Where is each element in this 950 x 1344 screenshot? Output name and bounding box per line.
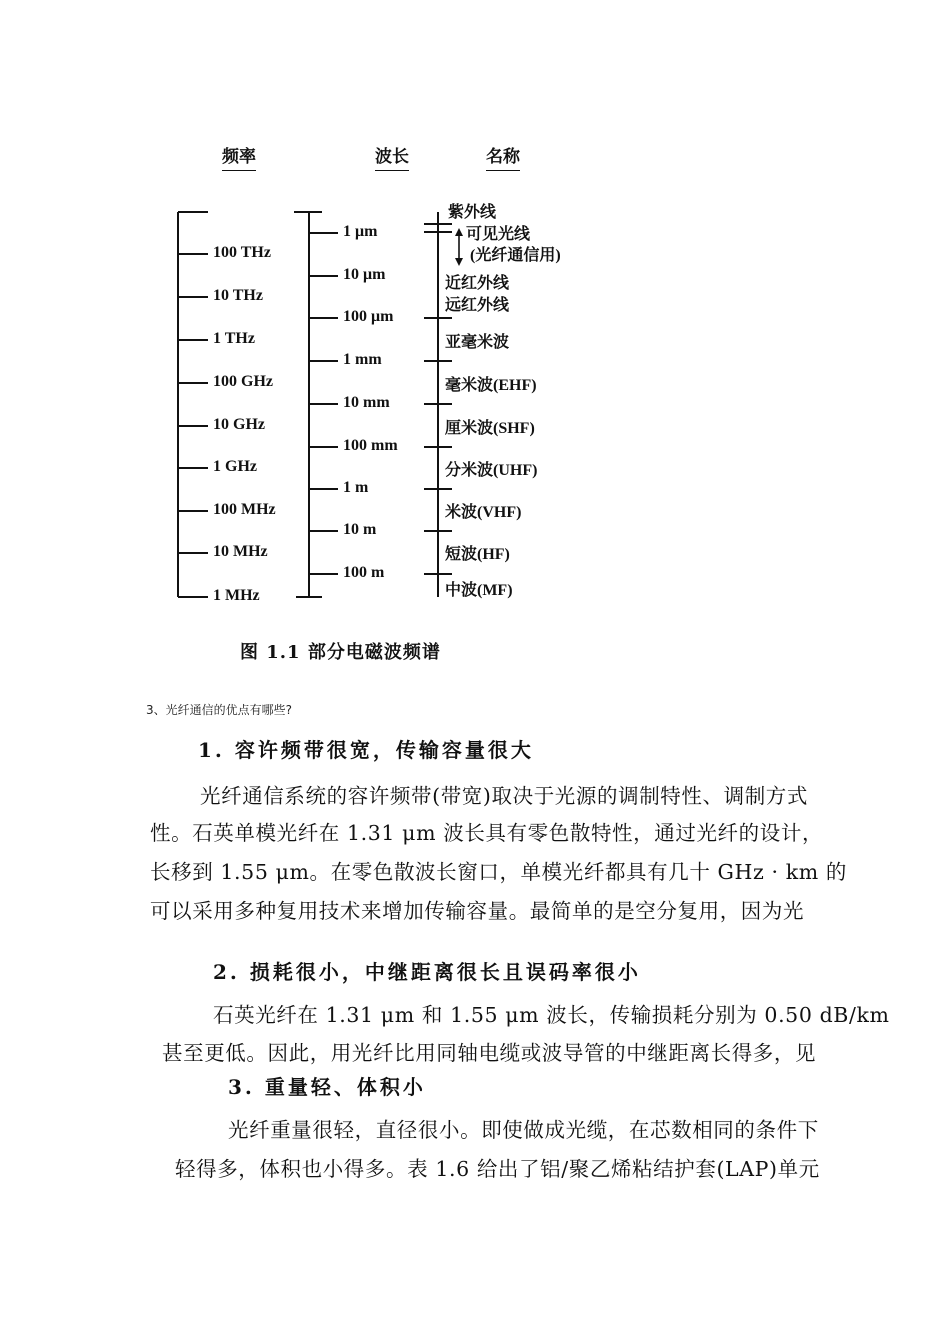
wave-label-1m: 1 m (343, 479, 369, 496)
freq-label-10ghz: 10 GHz (213, 416, 265, 433)
section-1-line-1: 光纤通信系统的容许频带(带宽)取决于光源的调制特性、调制方式 (200, 784, 808, 808)
visible-light-arrowhead-down (455, 258, 463, 266)
name-label-fiber-use: (光纤通信用) (470, 247, 561, 264)
name-label-hf: 短波(HF) (445, 546, 510, 563)
section-2-line-1: 石英光纤在 1.31 μm 和 1.55 μm 波长，传输损耗分别为 0.50 dB/km (213, 1003, 890, 1027)
freq-label-10thz: 10 THz (213, 287, 263, 304)
name-label-vhf: 米波(VHF) (445, 504, 522, 521)
section-2-title: 2. 损耗很小，中继距离很长且误码率很小 (213, 960, 641, 984)
freq-label-100ghz: 100 GHz (213, 373, 273, 390)
header-frequency: 频率 (222, 142, 256, 171)
name-label-near-ir: 近红外线 (445, 275, 510, 292)
name-label-uhf: 分米波(UHF) (445, 462, 538, 479)
wave-label-100mm: 100 mm (343, 437, 398, 454)
freq-ticks (178, 254, 208, 553)
name-label-visible: 可见光线 (466, 226, 531, 243)
figure-caption: 图 1.1 部分电磁波频谱 (240, 642, 441, 663)
name-label-submm: 亚毫米波 (445, 334, 510, 351)
header-wavelength: 波长 (375, 142, 409, 171)
freq-label-1ghz: 1 GHz (213, 458, 257, 475)
freq-label-10mhz: 10 MHz (213, 543, 268, 560)
visible-light-arrowhead-up (455, 228, 463, 236)
wave-ticks (309, 233, 338, 574)
name-label-ehf: 毫米波(EHF) (445, 377, 537, 394)
section-3-line-2: 轻得多，体积也小得多。表 1.6 给出了铝/聚乙烯粘结护套(LAP)单元 (175, 1157, 820, 1181)
section-2-line-2: 甚至更低。因此，用光纤比用同轴电缆或波导管的中继距离长得多，见 (162, 1041, 817, 1065)
wave-label-10mm: 10 mm (343, 394, 390, 411)
wave-label-10m: 10 m (343, 521, 377, 538)
question-text: 3、光纤通信的优点有哪些? (146, 703, 293, 717)
header-name: 名称 (486, 142, 520, 171)
name-label-shf: 厘米波(SHF) (445, 420, 535, 437)
section-1-line-4: 可以采用多种复用技术来增加传输容量。最简单的是空分复用，因为光 (150, 899, 805, 923)
wave-label-100um: 100 μm (343, 308, 394, 325)
wave-label-100m: 100 m (343, 564, 385, 581)
section-3-line-1: 光纤重量很轻，直径很小。即使做成光缆，在芯数相同的条件下 (228, 1118, 819, 1142)
wave-label-1um: 1 μm (343, 223, 378, 240)
wave-label-10um: 10 μm (343, 266, 386, 283)
name-label-mf: 中波(MF) (445, 582, 513, 599)
freq-label-100thz: 100 THz (213, 244, 271, 261)
section-3-title: 3. 重量轻、体积小 (228, 1075, 426, 1099)
section-1-title: 1. 容许频带很宽，传输容量很大 (198, 738, 534, 762)
freq-label-1thz: 1 THz (213, 330, 255, 347)
freq-label-100mhz: 100 MHz (213, 501, 276, 518)
section-1-line-3: 长移到 1.55 μm。在零色散波长窗口，单模光纤都具有几十 GHz · km 的 (150, 860, 848, 884)
name-label-uv: 紫外线 (448, 204, 497, 221)
wave-label-1mm: 1 mm (343, 351, 382, 368)
section-1-line-2: 性。石英单模光纤在 1.31 μm 波长具有零色散特性，通过光纤的设计， (150, 821, 824, 845)
name-label-far-ir: 远红外线 (445, 297, 510, 314)
freq-label-1mhz: 1 MHz (213, 587, 260, 604)
